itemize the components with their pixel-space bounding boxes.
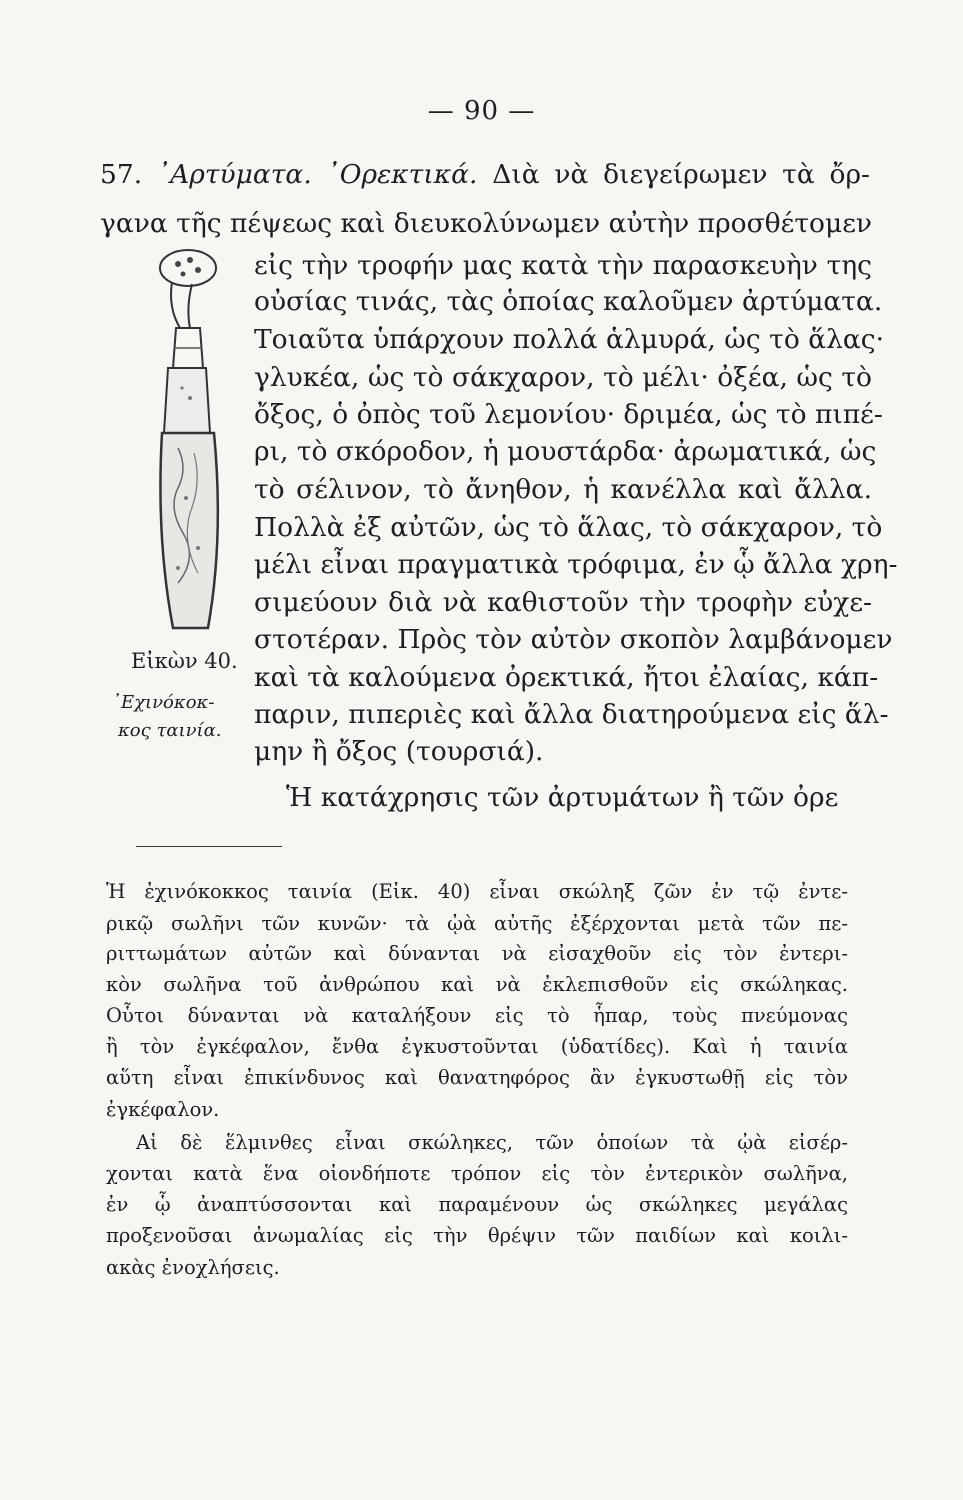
footnote-line: ἐν ᾧ ἀναπτύσσονται καὶ παραμένουν ὡς σκώληκες μεγάλας xyxy=(106,1193,848,1216)
section-title-orektika: ᾿Ορεκτικά. xyxy=(326,159,478,190)
body-line: στοτέραν. Πρὸς τὸν αὐτὸν σκοπὸν λαμβάνομεν xyxy=(254,624,893,655)
figure-caption-name: ᾿Εχινόκοκ- xyxy=(112,692,215,713)
body-line: τὸ σέλινον, τὸ ἄνηθον, ἡ κανέλλα καὶ ἄλλα. xyxy=(254,474,872,505)
footnote-line: ρικῷ σωλῆνι τῶν κυνῶν· τὰ ᾠὰ αὐτῆς ἐξέρχονται μετὰ τῶν πε- xyxy=(106,912,848,935)
echinococcus-figure xyxy=(128,248,246,648)
body-line: σιμεύουν διὰ νὰ καθιστοῦν τὴν τροφὴν εὐχε- xyxy=(254,587,872,618)
footnote-line: αὕτη εἶναι ἐπικίνδυνος καὶ θανατηφόρος ἂν ἐγκυστωθῇ εἰς τὸν xyxy=(106,1066,848,1089)
body-line: Πολλὰ ἐξ αὐτῶν, ὡς τὸ ἅλας, τὸ σάκχαρον, τὸ xyxy=(254,512,883,543)
body-line: ρι, τὸ σκόροδον, ἡ μουστάρδα· ἀρωματικά, ὡς xyxy=(254,436,877,467)
footnote-line: ἢ τὸν ἐγκέφαλον, ἔνθα ἐγκυστοῦνται (ὑδατίδες). Καὶ ἡ ταινία xyxy=(106,1035,848,1058)
footnote-line: κὸν σωλῆνα τοῦ ἀνθρώπου καὶ νὰ ἐκλεπισθοῦν εἰς σκώληκας. xyxy=(106,973,848,996)
body-line: μέλι εἶναι πραγματικὰ τρόφιμα, ἐν ᾧ ἄλλα χρη- xyxy=(254,549,898,580)
body-line: παριν, πιπεριὲς καὶ ἄλλα διατηρούμενα εἰς ἅλ- xyxy=(254,699,889,730)
body-line: καὶ τὰ καλούμενα ὀρεκτικά, ἤτοι ἐλαίας, κάπ- xyxy=(254,662,879,693)
body-line: Τοιαῦτα ὑπάρχουν πολλά ἁλμυρά, ὡς τὸ ἅλας· xyxy=(254,324,885,355)
body-line: ὄξος, ὁ ὀπὸς τοῦ λεμονίου· δριμέα, ὡς τὸ πιπέ- xyxy=(254,399,883,430)
body-line: γλυκέα, ὡς τὸ σάκχαρον, τὸ μέλι· ὀξέα, ὡς τὸ xyxy=(254,362,872,393)
figure-caption-name: κος ταινία. xyxy=(118,720,222,741)
page-number: — 90 — xyxy=(427,96,536,126)
footnote-line: ἐγκέφαλον. xyxy=(106,1098,220,1121)
figure-caption-label: Εἰκὼν 40. xyxy=(131,649,238,673)
body-line: Ἡ κατάχρησις τῶν ἀρτυμάτων ἢ τῶν ὀρε xyxy=(286,782,839,813)
tapeworm-illustration xyxy=(128,248,246,648)
footnote-line: Ἡ ἐχινόκοκκος ταινία (Εἰκ. 40) εἶναι σκώληξ ζῶν ἐν τῷ ἐντε- xyxy=(106,880,848,903)
footnote-line: Αἱ δὲ ἕλμινθες εἶναι σκώληκες, τῶν ὁποίων τὰ ᾠὰ εἰσέρ- xyxy=(136,1131,848,1154)
body-line-2: γανα τῆς πέψεως καὶ διευκολύνωμεν αὐτὴν προσθέτομεν xyxy=(100,208,873,239)
body-line: οὐσίας τινάς, τὰς ὁποίας καλοῦμεν ἀρτύματα. xyxy=(254,286,883,317)
footnote-divider xyxy=(136,846,282,847)
section-number: 57. xyxy=(100,159,143,190)
footnote-line: ακὰς ἐνοχλήσεις. xyxy=(106,1256,280,1279)
section-title-artymata: ᾿Αρτύματα. xyxy=(156,159,312,190)
footnote-line: προξενοῦσαι ἀνωμαλίας εἰς τὴν θρέψιν τῶν παιδίων καὶ κοιλι- xyxy=(106,1224,848,1247)
footnote-line: χονται κατὰ ἕνα οἱονδήποτε τρόπον εἰς τὸν ἐντερικὸν σωλῆνα, xyxy=(106,1162,848,1185)
body-line: μην ἢ ὄξος (τουρσιά). xyxy=(254,736,544,767)
footnote-line: Οὗτοι δύνανται νὰ καταλήξουν εἰς τὸ ἧπαρ, τοὺς πνεύμονας xyxy=(106,1004,848,1027)
section-line1-text: Διὰ νὰ διεγείρωμεν τὰ ὄρ- xyxy=(492,159,870,190)
section-heading-line xyxy=(100,156,870,193)
footnote-line: ριττωμάτων αὐτῶν καὶ δύνανται νὰ εἰσαχθοῦν εἰς τὸν ἐντερι- xyxy=(106,942,848,965)
body-line: εἰς τὴν τροφήν μας κατὰ τὴν παρασκευὴν της xyxy=(254,250,872,281)
